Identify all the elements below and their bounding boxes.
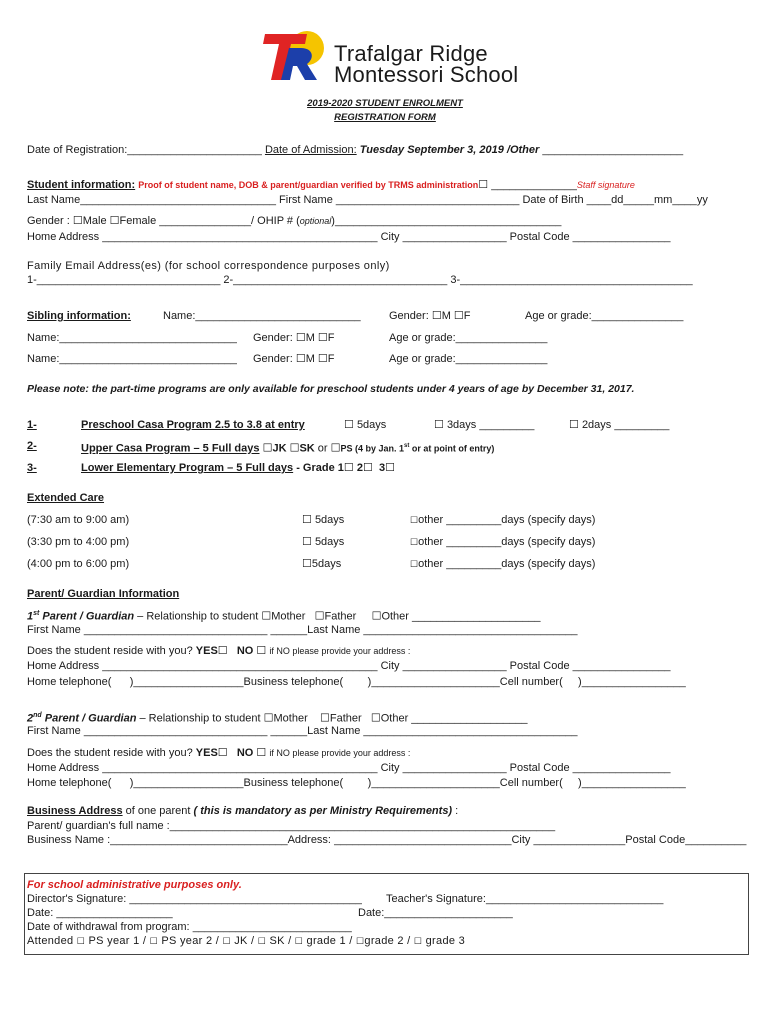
p1-reside-label: Does the student reside with you? (27, 645, 193, 657)
sibling-f-checkbox[interactable]: ☐ (317, 332, 328, 344)
p1-5days-label: 5days (356, 419, 387, 431)
email-2-label: 2- (223, 274, 234, 286)
p2-ps-sup: st (404, 443, 410, 449)
ext-other-label: other (418, 558, 444, 570)
ext-other-label: other (418, 536, 444, 548)
ohip-optional-label: optional (299, 216, 332, 226)
attended-label: Attended (27, 935, 74, 947)
city-label: City (380, 231, 400, 243)
dob-dd-label: dd (611, 194, 624, 206)
p1-home-tel-field[interactable]: )__________________ (111, 676, 244, 688)
date-of-birth-label: Date of Birth (522, 194, 584, 206)
p2-mother-checkbox[interactable]: ☐ (263, 712, 274, 725)
p2-if-no-label: if NO please provide your address : (269, 748, 411, 758)
p1-first-name-label: First Name (27, 624, 81, 636)
student-info-heading: Student information: (27, 179, 136, 191)
attended-ps1-checkbox[interactable]: ☐ (76, 936, 86, 946)
p2-no-label: NO (236, 747, 254, 759)
admin-date-2-line (358, 906, 513, 920)
ext-3-other-checkbox[interactable]: ☐ (410, 559, 419, 569)
ext-2-5days-checkbox[interactable]: ☐ (302, 536, 312, 548)
parent-guardian-heading: Parent/ Guardian Information (27, 588, 180, 600)
home-address-field[interactable]: _____________________________________________ (102, 231, 378, 243)
program-3-line (81, 461, 395, 475)
business-mandatory-note: ( this is mandatory as per Ministry Requirements) (193, 805, 453, 817)
extended-row-2-other (410, 535, 595, 549)
p1-father-label: Father (324, 610, 357, 623)
extended-row-2-time: (3:30 pm to 4:00 pm) (27, 536, 130, 548)
dob-yy-label: yy (696, 194, 708, 206)
last-name-label: Last Name (27, 194, 81, 206)
attended-ps2-checkbox[interactable]: ☐ (149, 936, 158, 946)
business-name-label: Business Name : (27, 834, 111, 846)
p1-no-label: NO (236, 645, 254, 657)
business-address-heading-line (27, 804, 458, 818)
p1-other-checkbox[interactable]: ☐ (371, 610, 382, 623)
withdrawal-label: Date of withdrawal from program: (27, 921, 190, 933)
sibling-3-age (389, 352, 547, 366)
program-3-name: Lower Elementary Program – 5 Full days (81, 462, 294, 474)
sibling-info-heading: Sibling information: (27, 310, 131, 322)
female-label: Female (119, 215, 157, 227)
ohip-close: ) (331, 215, 335, 227)
p1-cell-label: Cell number( (499, 676, 563, 688)
p2-mother-label: Mother (273, 712, 308, 725)
ext-1-5days-checkbox[interactable]: ☐ (302, 514, 312, 526)
male-label: Male (82, 215, 107, 227)
sibling-age-label: Age or grade: (525, 310, 592, 322)
p1-city-label: City (380, 660, 400, 672)
p1-home-address-label: Home Address (27, 660, 100, 672)
ext-2-other-checkbox[interactable]: ☐ (410, 537, 419, 547)
parent-2-title: Parent / Guardian (41, 712, 137, 725)
parent-1-phone-line (27, 675, 686, 689)
city-field[interactable]: _________________ (402, 231, 507, 243)
attended-g2-checkbox[interactable]: ☐ (356, 936, 365, 946)
attended-sk-label: SK (269, 935, 285, 947)
staff-signature-label: Staff signature (576, 180, 635, 190)
teacher-signature-line (386, 892, 663, 906)
ext-other-label: other (418, 514, 444, 526)
p2-yes-checkbox[interactable]: ☐ (217, 747, 228, 759)
p2-first-name-field[interactable]: ______________________________ (83, 725, 268, 737)
program-2-number: 2- (27, 440, 37, 452)
attended-g1-checkbox[interactable]: ☐ (294, 936, 304, 946)
director-signature-label: Director's Signature: (27, 893, 127, 905)
p1-no-checkbox[interactable]: ☐ (256, 645, 267, 657)
p2-ord-sup: nd (33, 712, 42, 719)
p2-father-checkbox[interactable]: ☐ (320, 712, 330, 725)
sibling-f-checkbox[interactable]: ☐ (317, 353, 328, 365)
form-title: 2019-2020 STUDENT ENROLMENT (307, 98, 463, 109)
parent-2-name-line (27, 724, 578, 738)
ext-3-other-field[interactable]: _________ (446, 558, 502, 570)
ext-3-5days-checkbox[interactable]: ☐ (302, 558, 312, 570)
p1-mother-label: Mother (271, 610, 306, 623)
dob-dd-field[interactable]: ____ (586, 194, 612, 206)
sibling-name-label: Name: (27, 353, 60, 365)
p2-last-name-label: Last Name (307, 725, 361, 737)
sibling-gender-label: Gender: (389, 310, 429, 322)
family-email-line (27, 273, 693, 287)
p2-home-address-label: Home Address (27, 762, 100, 774)
sibling-3-name (27, 352, 237, 366)
p2-other-field[interactable]: ___________________ (411, 712, 528, 725)
parent-1-address-line (27, 659, 671, 673)
program-1-3days (434, 418, 534, 432)
gender-field[interactable]: _______________ (159, 215, 252, 227)
p2-bus-tel-field[interactable]: )_____________________ (343, 777, 500, 789)
admission-other-field[interactable]: _______________________ (539, 144, 684, 156)
ext-days-label: 5days (314, 536, 345, 548)
female-checkbox[interactable]: ☐ (109, 215, 120, 227)
proof-checkbox[interactable]: ☐ (478, 179, 489, 191)
logo-mark-icon (255, 28, 335, 86)
attended-g1-label: grade 1 (306, 935, 346, 947)
p1-postal-field[interactable]: ________________ (572, 660, 671, 672)
email-3-field[interactable]: ______________________________________ (460, 274, 693, 286)
business-address-field[interactable]: _____________________________ (334, 834, 512, 846)
part-time-note: Please note: the part-time programs are only available for preschool students under 4 years of age by December 31, 2017. (27, 383, 635, 395)
p2-ord: 2 (27, 712, 34, 725)
program-1-2days (569, 418, 669, 432)
admin-heading: For school administrative purposes only. (27, 879, 242, 891)
attended-ps1-label: PS year 1 (88, 935, 140, 947)
p1-home-tel-label: Home telephone( (27, 676, 112, 688)
p1-2days-field[interactable]: _________ (614, 419, 670, 431)
admission-date-value: Tuesday September 3, 2019 (359, 144, 504, 156)
attended-line: Attended ☐ PS year 1 / ☐ PS year 2 / ☐ JK / ☐ SK / ☐ grade 1 / ☐grade 2 / ☐ grade 3 (27, 935, 466, 947)
business-of-one-parent: of one parent (122, 805, 194, 817)
p1-2days-label: 2days (581, 419, 612, 431)
business-full-name-line (27, 819, 555, 833)
program-2-name: Upper Casa Program – 5 Full days (81, 442, 260, 455)
gender-label: Gender : (27, 215, 70, 227)
sibling-m-label: M (441, 310, 451, 322)
ext-days-label: 5days (311, 558, 342, 570)
teacher-signature-field[interactable]: _____________________________ (485, 893, 664, 905)
sibling-name-field[interactable]: _____________________________ (59, 353, 237, 365)
director-signature-field[interactable]: ______________________________________ (129, 893, 362, 905)
staff-signature-field[interactable]: ______________ (491, 179, 577, 191)
p2-father-label: Father (329, 712, 362, 725)
p2-other-label: Other (380, 712, 409, 725)
extended-row-1-days (302, 513, 344, 527)
home-address-label: Home Address (27, 231, 100, 243)
parent-2-reside-line (27, 746, 410, 760)
sibling-name-field[interactable]: ___________________________ (195, 310, 361, 322)
p1-if-no-label: if NO please provide your address : (269, 646, 411, 656)
business-name-field[interactable]: _____________________________ (110, 834, 288, 846)
p1-yes-label: YES (195, 645, 218, 657)
sibling-m-label: M (305, 332, 315, 344)
p1-3days-label: 3days (446, 419, 477, 431)
extended-row-3-time: (4:00 pm to 6:00 pm) (27, 558, 130, 570)
extended-row-1-time: (7:30 am to 9:00 am) (27, 514, 130, 526)
email-1-field[interactable]: ______________________________ (36, 274, 221, 286)
sibling-age-label: Age or grade: (389, 332, 456, 344)
p2-name-gap: ______ (270, 725, 308, 737)
parent-1-reside-line (27, 644, 410, 658)
sibling-f-label: F (327, 353, 335, 365)
dob-yy-field[interactable]: ____ (672, 194, 697, 206)
p2-home-tel-label: Home telephone( (27, 777, 112, 789)
p3-grade-label: - Grade 1 (296, 462, 344, 474)
attended-jk-checkbox[interactable]: ☐ (222, 936, 231, 946)
attended-jk-label: JK (234, 935, 248, 947)
date-of-registration-label: Date of Registration: (27, 144, 128, 156)
p1-2days-checkbox[interactable]: ☐ (569, 419, 579, 431)
p1-bus-tel-label: Business telephone( (243, 676, 344, 688)
p2-ps-rest: or at point of entry) (409, 443, 495, 454)
extended-care-heading: Extended Care (27, 492, 105, 504)
email-2-field[interactable]: ___________________________________ (233, 274, 448, 286)
p1-name-gap: ______ (270, 624, 308, 636)
ohip-label: / OHIP # ( (251, 215, 300, 227)
sibling-age-field[interactable]: _______________ (591, 310, 684, 322)
p1-home-address-field[interactable]: _____________________________________________ (102, 660, 378, 672)
p2-city-field[interactable]: _________________ (402, 762, 507, 774)
attended-g3-checkbox[interactable]: ☐ (413, 936, 423, 946)
registration-line (27, 143, 683, 157)
p2-ps-label: PS (4 by Jan. 1 (340, 443, 405, 454)
p1-mother-checkbox[interactable]: ☐ (261, 610, 272, 623)
sibling-1-gender (389, 309, 471, 323)
p1-yes-checkbox[interactable]: ☐ (217, 645, 228, 657)
admin-date-label: Date: (27, 907, 54, 919)
sibling-m-label: M (305, 353, 315, 365)
business-name-line (27, 833, 746, 847)
sibling-m-checkbox[interactable]: ☐ (295, 353, 306, 365)
business-city-field[interactable]: _______________ (533, 834, 626, 846)
student-name-line (27, 193, 708, 207)
sibling-age-field[interactable]: _______________ (455, 332, 548, 344)
p2-last-name-field[interactable]: ___________________________________ (363, 725, 578, 737)
parent-1-name-line (27, 623, 578, 637)
ext-2-other-field[interactable]: _________ (446, 536, 502, 548)
p1-bus-tel-field[interactable]: )_____________________ (343, 676, 500, 688)
sibling-age-field[interactable]: _______________ (455, 353, 548, 365)
attended-g3-label: grade 3 (425, 935, 466, 947)
p2-postal-label: Postal Code (509, 762, 570, 774)
parent-2-address-line (27, 761, 671, 775)
attended-sk-checkbox[interactable]: ☐ (257, 936, 267, 946)
attended-g2-label: grade 2 (364, 935, 404, 947)
ext-1-other-checkbox[interactable]: ☐ (410, 515, 419, 525)
business-address-label: Address: (287, 834, 331, 846)
parent-2-phone-line (27, 776, 686, 790)
logo-line-1: Trafalgar Ridge (334, 41, 488, 66)
p2-other-checkbox[interactable]: ☐ (370, 712, 381, 725)
p2-cell-field[interactable]: )_________________ (562, 777, 686, 789)
sibling-f-label: F (327, 332, 335, 344)
sibling-gender-label: Gender: (253, 332, 293, 344)
p3-grade1-checkbox[interactable]: ☐ (343, 462, 354, 474)
ext-specify-label: days (specify days) (501, 514, 596, 526)
p2-jk-label: JK (272, 442, 287, 455)
extended-row-2-days (302, 535, 344, 549)
program-2-line (81, 439, 494, 456)
p1-other-label: Other (381, 610, 409, 623)
p1-postal-label: Postal Code (509, 660, 570, 672)
program-1-name: Preschool Casa Program 2.5 to 3.8 at entry (81, 419, 305, 431)
business-full-name-label: Parent/ guardian's full name : (27, 820, 170, 832)
admin-date-2-label: Date: (358, 907, 385, 919)
ext-specify-label: days (specify days) (501, 536, 596, 548)
p2-yes-label: YES (195, 747, 218, 759)
business-postal-label: Postal Code (625, 834, 686, 846)
first-name-label: First Name (279, 194, 333, 206)
p1-3days-field[interactable]: _________ (479, 419, 535, 431)
p1-city-field[interactable]: _________________ (402, 660, 507, 672)
ext-days-label: 5days (314, 514, 345, 526)
p1-5days-checkbox[interactable]: ☐ (344, 419, 354, 431)
p3-grade3-label: 3 (378, 462, 386, 474)
ohip-field[interactable]: _____________________________________ (334, 215, 562, 227)
student-address-line (27, 230, 671, 244)
p2-postal-field[interactable]: ________________ (572, 762, 671, 774)
business-city-label: City (511, 834, 531, 846)
date-of-admission-label: Date of Admission: (264, 144, 357, 156)
p3-grade2-checkbox[interactable]: ☐ (362, 462, 373, 474)
student-info-heading-line (27, 178, 635, 192)
sibling-m-checkbox[interactable]: ☐ (295, 332, 306, 344)
first-name-field[interactable]: ______________________________ (335, 194, 520, 206)
attended-ps2-label: PS year 2 (161, 935, 213, 947)
p1-last-name-field[interactable]: ___________________________________ (363, 624, 578, 636)
logo-line-2: Montessori School (334, 62, 519, 87)
admin-date-field[interactable]: ___________________ (56, 907, 173, 919)
last-name-field[interactable]: ________________________________ (80, 194, 276, 206)
dob-mm-label: mm (654, 194, 673, 206)
business-address-heading: Business Address (27, 805, 123, 817)
p1-last-name-label: Last Name (307, 624, 361, 636)
admission-other-label: /Other (506, 144, 540, 156)
proof-note: Proof of student name, DOB & parent/guardian verified by TRMS administration (138, 180, 479, 190)
sibling-1-name (163, 309, 361, 323)
date-of-registration-field[interactable]: ______________________ (127, 144, 262, 156)
p2-home-address-field[interactable]: _____________________________________________ (102, 762, 378, 774)
p2-or-label: or (317, 442, 328, 455)
school-logo (255, 28, 335, 86)
sibling-name-field[interactable]: _____________________________ (59, 332, 237, 344)
business-colon: : (452, 805, 459, 817)
sibling-age-label: Age or grade: (389, 353, 456, 365)
program-3-number: 3- (27, 462, 37, 474)
p2-jk-checkbox[interactable]: ☐ (262, 442, 273, 455)
admin-date-line (27, 906, 173, 920)
p1-cell-field[interactable]: )_________________ (562, 676, 686, 688)
director-signature-line (27, 892, 362, 906)
teacher-signature-label: Teacher's Signature: (386, 893, 486, 905)
sibling-m-checkbox[interactable]: ☐ (431, 310, 442, 322)
parent-1-title: Parent / Guardian (39, 610, 135, 623)
p1-first-name-field[interactable]: ______________________________ (83, 624, 268, 636)
p1-other-field[interactable]: _____________________ (412, 610, 541, 623)
sibling-2-name (27, 331, 237, 345)
p2-no-checkbox[interactable]: ☐ (256, 747, 267, 759)
sibling-f-checkbox[interactable]: ☐ (453, 310, 464, 322)
business-full-name-field[interactable]: _______________________________________________________________ (169, 820, 556, 832)
p1-ord: 1 (27, 610, 34, 623)
p2-home-tel-field[interactable]: )__________________ (111, 777, 244, 789)
p2-reside-label: Does the student reside with you? (27, 747, 193, 759)
p2-sk-label: SK (299, 442, 315, 455)
sibling-name-label: Name: (163, 310, 196, 322)
dob-mm-field[interactable]: _____ (623, 194, 654, 206)
extended-row-3-other (410, 557, 595, 571)
parent-1-relationship-line (27, 607, 541, 624)
program-1-number: 1- (27, 419, 37, 431)
withdrawal-field[interactable]: __________________________ (192, 921, 352, 933)
sibling-2-gender (253, 331, 335, 345)
p2-ps-checkbox[interactable]: ☐ (330, 442, 341, 455)
ext-specify-label: days (specify days) (501, 558, 596, 570)
business-postal-field[interactable]: __________ (685, 834, 747, 846)
p3-grade3-checkbox[interactable]: ☐ (385, 462, 395, 474)
p2-sk-checkbox[interactable]: ☐ (289, 442, 300, 455)
p3-grade2-label: 2 (356, 462, 363, 474)
email-3-label: 3- (450, 274, 461, 286)
program-1-5days (344, 418, 386, 432)
sibling-3-gender (253, 352, 335, 366)
p2-relationship-label: – Relationship to student (136, 712, 261, 725)
extended-row-1-other (410, 513, 595, 527)
p2-city-label: City (380, 762, 400, 774)
family-email-label: Family Email Address(es) (for school correspondence purposes only) (27, 260, 390, 272)
p1-3days-checkbox[interactable]: ☐ (434, 419, 444, 431)
sibling-name-label: Name: (27, 332, 60, 344)
p1-father-checkbox[interactable]: ☐ (314, 610, 325, 623)
form-subtitle: REGISTRATION FORM (334, 112, 436, 123)
p2-cell-label: Cell number( (499, 777, 563, 789)
sibling-gender-label: Gender: (253, 353, 293, 365)
sibling-1-age (525, 309, 683, 323)
p1-relationship-label: – Relationship to student (134, 610, 259, 623)
ext-1-other-field[interactable]: _________ (446, 514, 502, 526)
extended-row-3-days (302, 557, 341, 571)
student-gender-line (27, 214, 561, 228)
withdrawal-line (27, 920, 352, 934)
postal-code-field[interactable]: ________________ (572, 231, 671, 243)
admin-date-2-field[interactable]: _____________________ (384, 907, 513, 919)
p1-ord-sup: st (33, 610, 40, 617)
sibling-f-label: F (463, 310, 471, 322)
male-checkbox[interactable]: ☐ (72, 215, 83, 227)
email-1-label: 1- (27, 274, 37, 286)
p2-first-name-label: First Name (27, 725, 81, 737)
p2-bus-tel-label: Business telephone( (243, 777, 344, 789)
sibling-2-age (389, 331, 547, 345)
postal-code-label: Postal Code (509, 231, 570, 243)
